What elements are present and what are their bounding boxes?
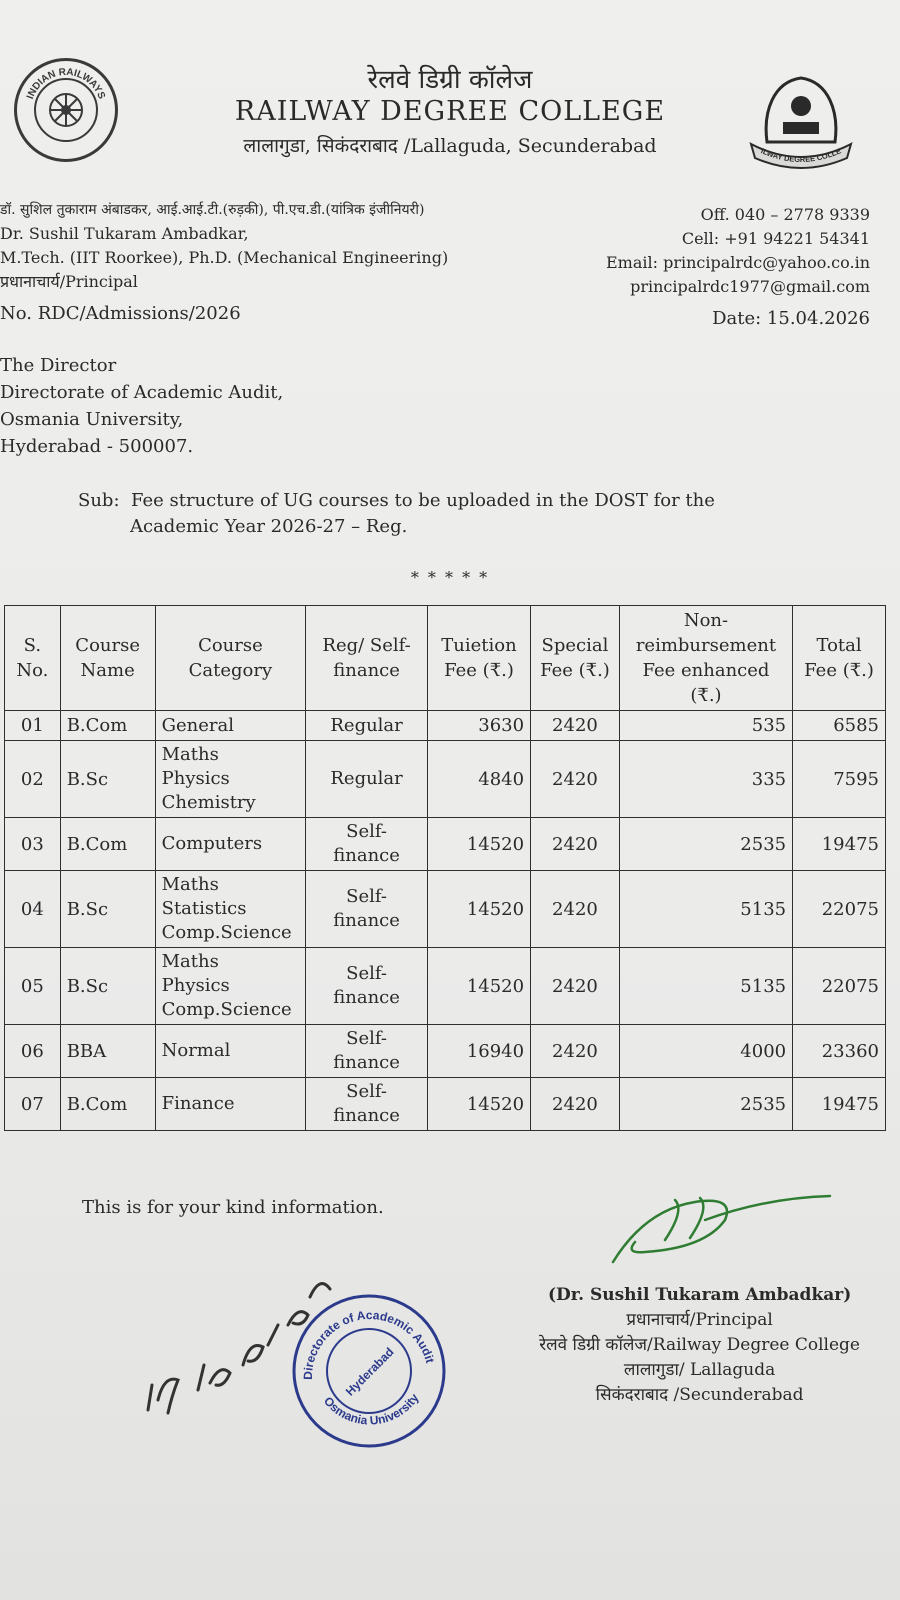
cell-special-fee: 2420	[531, 871, 620, 948]
table-row	[5, 871, 886, 948]
cell-sno: 06	[5, 1025, 61, 1078]
cell-tuition-fee: 14520	[427, 871, 530, 948]
cell-special-fee: 2420	[531, 1025, 620, 1078]
subject-line: Academic Year 2026-27 – Reg.	[130, 516, 408, 537]
svg-text:Osmania University: Osmania University	[320, 1390, 422, 1428]
cell-course-name: B.Sc	[60, 741, 155, 818]
cell-reg-self: Self- finance	[306, 818, 428, 871]
principal-line-hindi: डॉ. सुशिल तुकाराम अंबाडकर, आई.आई.टी.(रुड़की), पी.एच.डी.(यांत्रिक इंजीनियरी)	[0, 202, 425, 218]
svg-text:Hyderabad: Hyderabad	[342, 1344, 397, 1399]
cell-special-fee: 2420	[531, 1078, 620, 1131]
cell-course-name: B.Sc	[60, 871, 155, 948]
cell-sno: 01	[5, 711, 61, 741]
table-header-row	[5, 606, 886, 711]
letter-date: Date: 15.04.2026	[712, 308, 870, 329]
header-tuition-fee: Tuietion Fee (₹.)	[427, 606, 530, 711]
office-phone: Off. 040 – 2778 9339	[700, 205, 870, 224]
cell-reg-self: Self- finance	[306, 1025, 428, 1078]
signatory-city: सिकंदराबाद /Secunderabad	[595, 1385, 804, 1405]
cell-course-name: B.Com	[60, 711, 155, 741]
cell-sno: 03	[5, 818, 61, 871]
cell-sno: 05	[5, 948, 61, 1025]
cell-nonreimb-fee: 4000	[619, 1025, 792, 1078]
email-primary: Email: principalrdc@yahoo.co.in	[605, 253, 870, 272]
subject-line: Fee structure of UG courses to be uploaded in the DOST for the	[130, 490, 715, 511]
cell-total-fee: 19475	[793, 818, 886, 871]
cell-course-name: B.Sc	[60, 948, 155, 1025]
table-row	[5, 711, 886, 741]
signatory-college: रेलवे डिग्री कॉलेज/Railway Degree College	[539, 1335, 860, 1355]
cell-reg-self: Self- finance	[306, 1078, 428, 1131]
cell-tuition-fee: 3630	[427, 711, 530, 741]
cell-special-fee: 2420	[531, 818, 620, 871]
cell-sno: 04	[5, 871, 61, 948]
table-row	[5, 818, 886, 871]
table-row	[5, 1078, 886, 1131]
cell-course-category: Maths Statistics Comp.Science	[155, 871, 306, 948]
cell-special-fee: 2420	[531, 948, 620, 1025]
header-sno: S. No.	[5, 606, 61, 711]
table-row	[5, 741, 886, 818]
header-nonreimb-fee: Non-reimbursement Fee enhanced (₹.)	[619, 606, 792, 711]
cell-course-name: BBA	[60, 1025, 155, 1078]
subject-label: Sub:	[78, 490, 120, 511]
addressee-line: Hyderabad - 500007.	[0, 436, 194, 457]
cell-nonreimb-fee: 2535	[619, 818, 792, 871]
addressee-line: Directorate of Academic Audit,	[0, 382, 284, 403]
cell-total-fee: 7595	[793, 741, 886, 818]
cell-reg-self: Self- finance	[306, 948, 428, 1025]
cell-total-fee: 23360	[793, 1025, 886, 1078]
college-name-hindi: रेलवे डिग्री कॉलेज	[367, 65, 533, 95]
cell-special-fee: 2420	[531, 741, 620, 818]
header-special-fee: Special Fee (₹.)	[531, 606, 620, 711]
cell-phone: Cell: +91 94221 54341	[681, 229, 870, 248]
cell-nonreimb-fee: 335	[619, 741, 792, 818]
svg-text:INDIAN RAILWAYS: INDIAN RAILWAYS	[25, 66, 107, 101]
signatory-place: लालागुडा/ Lallaguda	[623, 1360, 776, 1380]
cell-tuition-fee: 14520	[427, 1078, 530, 1131]
fee-structure-table	[4, 605, 886, 1131]
cell-reg-self: Self- finance	[306, 871, 428, 948]
addressee-line: The Director	[0, 355, 117, 376]
signatory-name: (Dr. Sushil Tukaram Ambadkar)	[547, 1285, 852, 1305]
college-address: लालागुडा, सिकंदराबाद /Lallaguda, Secunderabad	[243, 135, 657, 157]
cell-reg-self: Regular	[306, 711, 428, 741]
principal-details	[0, 198, 448, 294]
table-row	[5, 1025, 886, 1078]
cell-course-category: Normal	[155, 1025, 306, 1078]
cell-course-category: Finance	[155, 1078, 306, 1131]
cell-tuition-fee: 14520	[427, 818, 530, 871]
university-seal-stamp	[290, 1292, 448, 1450]
cell-tuition-fee: 4840	[427, 741, 530, 818]
cell-course-name: B.Com	[60, 1078, 155, 1131]
signatory-title: प्रधानाचार्य/Principal	[626, 1310, 773, 1330]
reference-number: No. RDC/Admissions/2026	[0, 303, 241, 324]
header-course-name: Course Name	[60, 606, 155, 711]
header-reg-self: Reg/ Self-finance	[306, 606, 428, 711]
table-row	[5, 948, 886, 1025]
svg-text:RAILWAY DEGREE COLLEGE: ILWAY DEGREE COLLE	[759, 146, 843, 165]
cell-total-fee: 22075	[793, 871, 886, 948]
separator: * * * * *	[410, 568, 490, 587]
cell-reg-self: Regular	[306, 741, 428, 818]
cell-nonreimb-fee: 535	[619, 711, 792, 741]
cell-total-fee: 19475	[793, 1078, 886, 1131]
cell-sno: 07	[5, 1078, 61, 1131]
cell-tuition-fee: 14520	[427, 948, 530, 1025]
cell-nonreimb-fee: 2535	[619, 1078, 792, 1131]
addressee-line: Osmania University,	[0, 409, 184, 430]
subject-block	[78, 488, 715, 540]
header-course-category: Course Category	[155, 606, 306, 711]
header-total-fee: Total Fee (₹.)	[793, 606, 886, 711]
contact-details	[606, 203, 870, 299]
closing-line: This is for your kind information.	[82, 1197, 384, 1218]
cell-course-name: B.Com	[60, 818, 155, 871]
cell-sno: 02	[5, 741, 61, 818]
college-name: RAILWAY DEGREE COLLEGE	[234, 96, 666, 127]
cell-total-fee: 22075	[793, 948, 886, 1025]
principal-name: Dr. Sushil Tukaram Ambadkar,	[0, 224, 249, 243]
principal-title: प्रधानाचार्य/Principal	[0, 272, 138, 291]
cell-total-fee: 6585	[793, 711, 886, 741]
principal-signature-icon	[605, 1190, 835, 1270]
cell-course-category: Maths Physics Chemistry	[155, 741, 306, 818]
cell-course-category: Maths Physics Comp.Science	[155, 948, 306, 1025]
cell-special-fee: 2420	[531, 711, 620, 741]
cell-course-category: General	[155, 711, 306, 741]
signatory-block	[539, 1283, 860, 1408]
principal-qualification: M.Tech. (IIT Roorkee), Ph.D. (Mechanical Engineering)	[0, 248, 449, 267]
email-secondary: principalrdc1977@gmail.com	[630, 277, 870, 296]
cell-tuition-fee: 16940	[427, 1025, 530, 1078]
addressee-block	[0, 352, 283, 460]
cell-nonreimb-fee: 5135	[619, 871, 792, 948]
svg-text:Directorate of Academic Audit: Directorate of Academic Audit	[300, 1308, 438, 1380]
cell-nonreimb-fee: 5135	[619, 948, 792, 1025]
cell-course-category: Computers	[155, 818, 306, 871]
